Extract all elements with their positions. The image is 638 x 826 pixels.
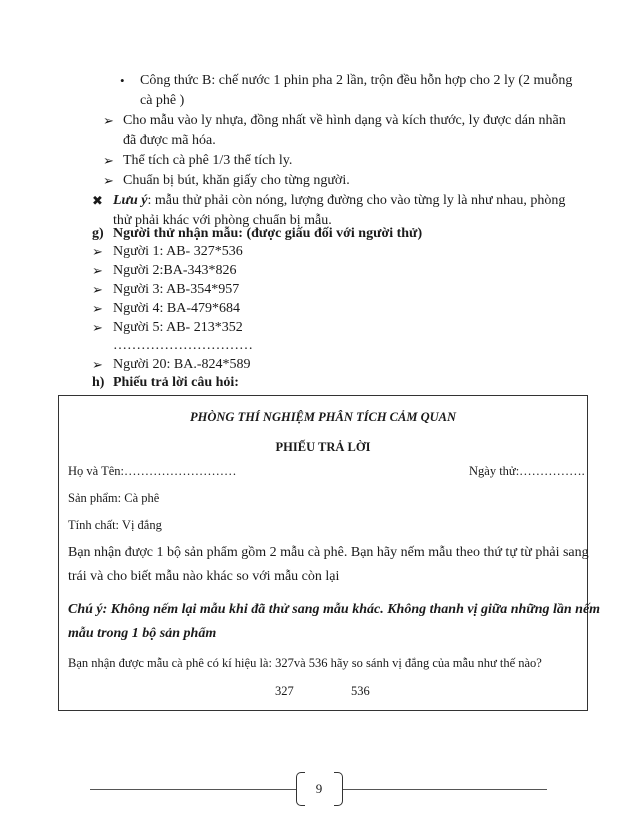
arrow-bullet-icon: ➢ — [92, 301, 103, 316]
volume-line: Thể tích cà phê 1/3 thể tích ly. — [123, 153, 293, 168]
sheet-title: PHIẾU TRẢ LỜI — [275, 440, 371, 454]
arrow-bullet-icon: ➢ — [103, 153, 114, 168]
footer-rule-right — [342, 789, 547, 790]
section-g-marker: g) — [92, 226, 104, 241]
footer-rule-left — [90, 789, 296, 790]
arrow-bullet-icon: ➢ — [103, 173, 114, 188]
note-text-1: : mẫu thử phải còn nóng, lượng đường cho vào từng ly là như nhau, phòng — [147, 193, 566, 208]
taster-item: Người 1: AB- 327*536 — [113, 244, 243, 259]
sample-code-2: 536 — [351, 684, 370, 698]
note-line-1 — [113, 192, 565, 210]
question-line: Bạn nhận được mẫu cà phê có kí hiệu là: 327và 536 hãy so sánh vị đắng của mẫu như thế nào? — [68, 656, 542, 670]
section-h-marker: h) — [92, 375, 105, 390]
arrow-bullet-icon: ➢ — [92, 282, 103, 297]
property-line: Tính chất: Vị đắng — [68, 518, 162, 532]
taster-ellipsis: ………………………… — [113, 338, 253, 353]
sample-cup-line-1: Cho mẫu vào ly nhựa, đồng nhất về hình dạng và kích thước, ly được dán nhãn — [123, 113, 566, 128]
taster-item: Người 2:BA-343*826 — [113, 263, 237, 278]
arrow-bullet-icon: ➢ — [92, 263, 103, 278]
lab-title: PHÒNG THÍ NGHIỆM PHÂN TÍCH CẢM QUAN — [190, 410, 456, 424]
instruction-line-1: Bạn nhận được 1 bộ sản phẩm gồm 2 mẫu cà phê. Bạn hãy nếm mẫu theo thứ tự từ phải sang — [68, 545, 589, 560]
date-field: Ngày thử:……………. — [469, 464, 585, 478]
note-label: Lưu ý — [113, 193, 148, 208]
instruction-line-2: trái và cho biết mẫu nào khác so với mẫu còn lại — [68, 569, 340, 584]
prepare-line: Chuẩn bị bút, khăn giấy cho từng người. — [123, 173, 350, 188]
section-g-title: Người thử nhận mẫu: (được giấu đối với người thử) — [113, 226, 423, 241]
taster-item-last: Người 20: BA.-824*589 — [113, 357, 251, 372]
product-line: Sản phẩm: Cà phê — [68, 491, 160, 505]
taster-item: Người 3: AB-354*957 — [113, 282, 240, 297]
taster-item: Người 4: BA-479*684 — [113, 301, 240, 316]
sample-cup-line-2: đã được mã hóa. — [123, 133, 216, 148]
note-line-2: thử phải khác với phòng chuẩn bị mẫu. — [113, 213, 332, 228]
arrow-bullet-icon: ➢ — [92, 244, 103, 259]
name-field: Họ và Tên:……………………… — [68, 464, 237, 478]
arrow-bullet-icon: ➢ — [92, 320, 103, 335]
page-number: 9 — [315, 781, 323, 796]
answer-sheet-box — [58, 395, 601, 711]
warning-line-1: Chú ý: Không nếm lại mẫu khi đã thử sang mẫu khác. Không thanh vị giữa những lần nếm — [68, 602, 601, 617]
recipe-b-line-2: cà phê ) — [140, 93, 185, 108]
cross-bullet-icon: ✖ — [92, 193, 103, 208]
taster-item: Người 5: AB- 213*352 — [113, 320, 243, 335]
sample-code-1: 327 — [275, 684, 294, 698]
arrow-bullet-icon: ➢ — [92, 357, 103, 372]
bullet-dot: • — [120, 73, 125, 88]
section-h-title: Phiếu trả lời câu hỏi: — [113, 375, 239, 390]
recipe-b-line-1: Công thức B: chế nước 1 phin pha 2 lần, trộn đều hỗn hợp cho 2 ly (2 muỗng — [140, 73, 573, 88]
warning-line-2: mẫu trong 1 bộ sản phẩm — [68, 626, 217, 641]
arrow-bullet-icon: ➢ — [103, 113, 114, 128]
